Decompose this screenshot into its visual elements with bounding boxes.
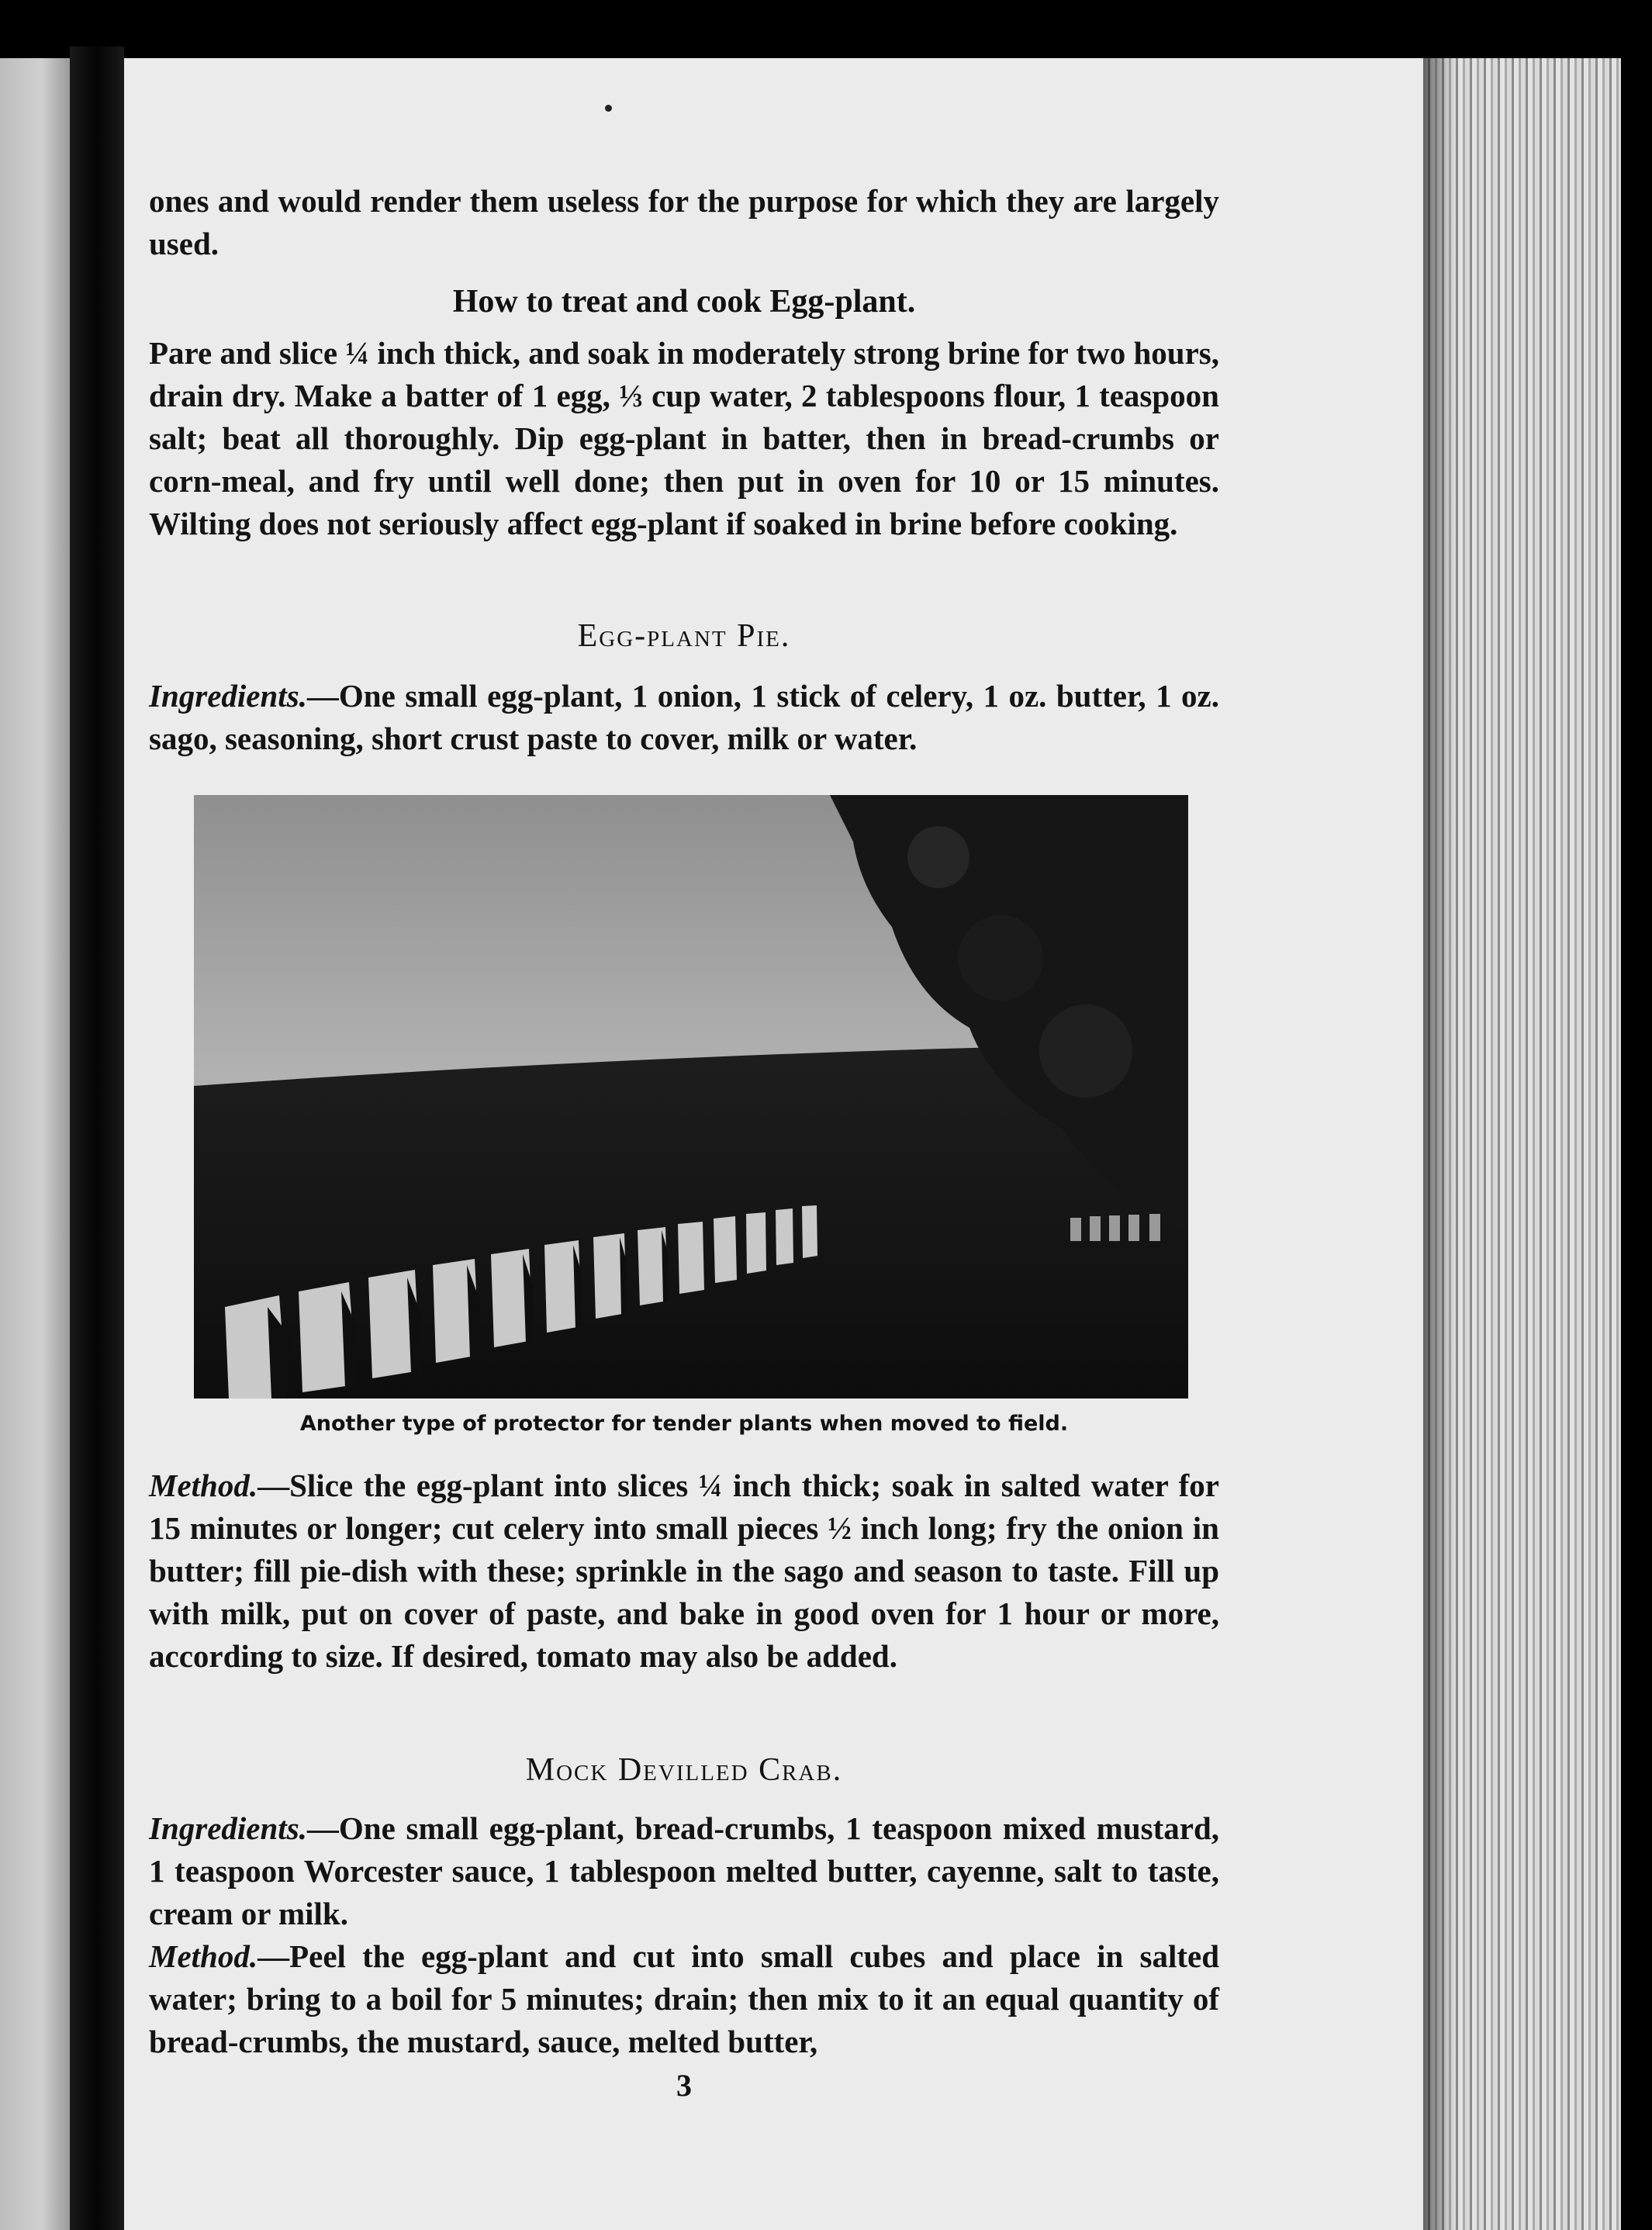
left-page-edge — [0, 58, 70, 2230]
recipe1-method-text: —Slice the egg-plant into slices ¼ inch thick; soak in salted water for 15 minutes or longer; cut celery into small pieces ½ inch long; fry the onion in butter; fill pie-dish with these; sprinkle in the sago and season to taste. Fill up with milk, put on cover of paste, and bake in good oven for 1 hour or more, according to size. If desired, tomato may also be added. — [149, 1468, 1219, 1674]
recipe2-ingredients-text: —One small egg-plant, bread-crumbs, 1 teaspoon mixed mustard, 1 teaspoon Worcester sauce, 1 tablespoon melted butter, cayenne, salt to taste, cream or milk. — [149, 1810, 1219, 1931]
recipe2-ingredients-label: Ingredients. — [149, 1810, 307, 1846]
recipe2-method-label: Method. — [149, 1938, 258, 1974]
recipe2-ingredients — [149, 1807, 1219, 1935]
recipe-title-egg-plant-pie: Egg-plant Pie. — [577, 618, 791, 654]
book-gutter — [70, 47, 124, 2230]
recipe-title-mock-devilled-crab: Mock Devilled Crab. — [525, 1752, 843, 1788]
recipe1-method-label: Method. — [149, 1468, 258, 1503]
page-number: 3 — [676, 2068, 692, 2103]
recipe1-ingredients — [149, 675, 1219, 760]
recipe2-method-text: —Peel the egg-plant and cut into small cubes and place in salted water; bring to a boil for 5 minutes; drain; then mix to it an equal quantity of bread-crumbs, the mustard, sauce, melted butter, — [149, 1938, 1219, 2059]
recipe2-method — [149, 1935, 1219, 2063]
continuation-text: ones and would render them useless for the purpose for which they are largely used. — [149, 183, 1219, 261]
field-protectors-photo — [194, 795, 1188, 1399]
recipe1-method — [149, 1464, 1219, 1678]
recipe1-ingredients-text: —One small egg-plant, 1 onion, 1 stick of celery, 1 oz. butter, 1 oz. sago, seasoning, short crust paste to cover, milk or water. — [149, 678, 1219, 756]
page-edge-shadow — [1423, 58, 1454, 2230]
print-speck — [605, 105, 612, 112]
section-heading: How to treat and cook Egg-plant. — [452, 284, 916, 320]
photo-caption: Another type of protector for tender plants when moved to field. — [299, 1412, 1069, 1436]
recipe1-ingredients-label: Ingredients. — [149, 678, 307, 714]
section-paragraph: Pare and slice ¼ inch thick, and soak in moderately strong brine for two hours, drain dry. Make a batter of 1 egg, ⅓ cup water, 2 tablespoons flour, 1 teaspoon salt; beat all thoroughly. Dip egg-plant in batter, then in bread-crumbs or corn-meal, and fry until well done; then put in oven for 10 or 15 minutes. Wilting does not seriously affect egg-plant if soaked in brine before cooking. — [149, 335, 1219, 541]
